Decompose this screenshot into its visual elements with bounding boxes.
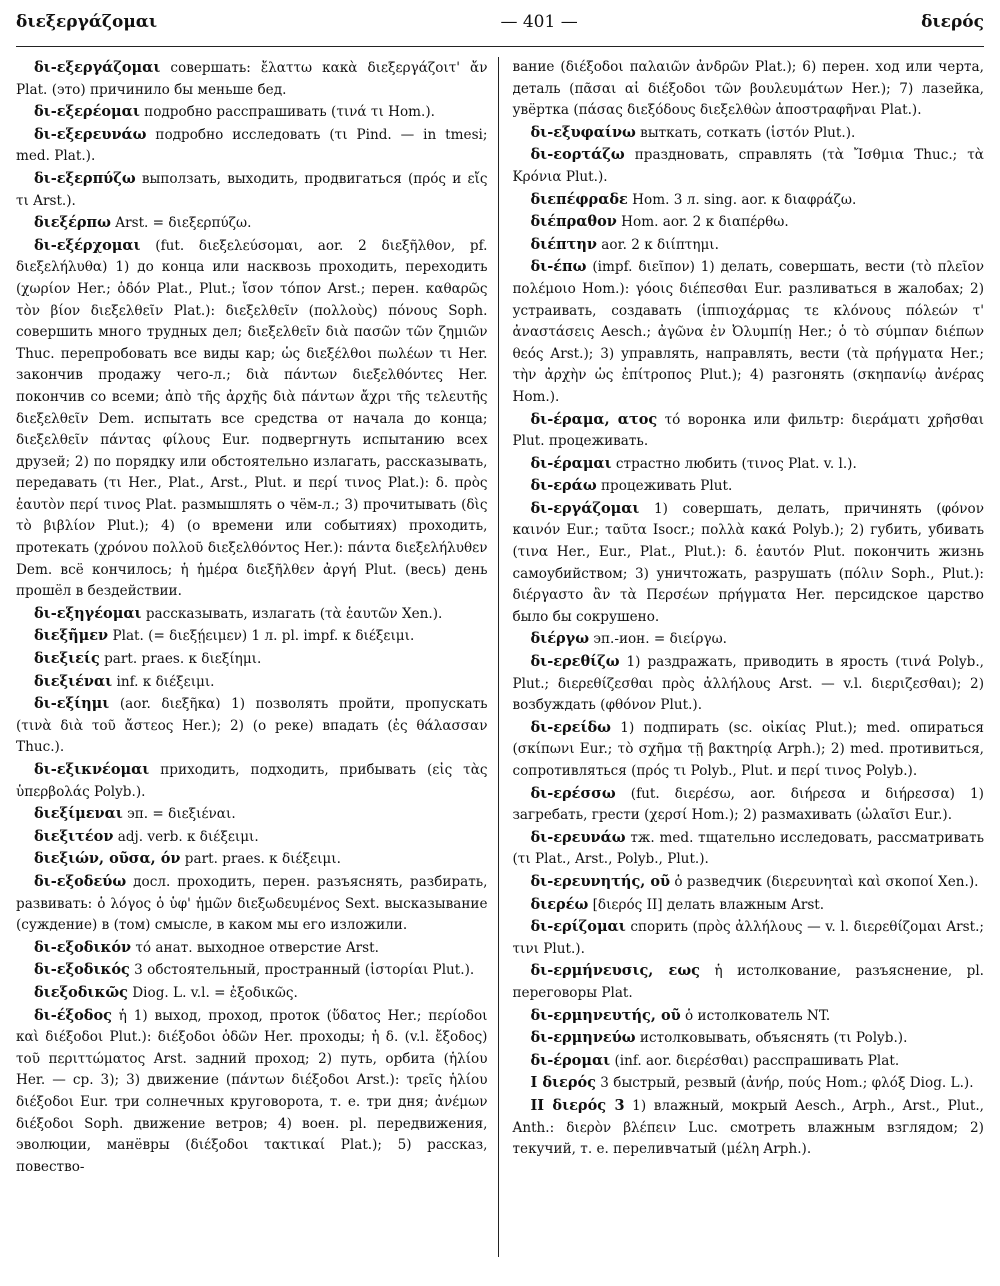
entry-definition: истолковывать, объяснять (τι Polyb.).: [635, 1030, 908, 1047]
dictionary-entry: [16, 124, 488, 168]
entry-definition: Hom. 3 л. sing. aor. к διαφράζω.: [627, 191, 857, 208]
dictionary-entry: [16, 982, 488, 1005]
page-header: [16, 12, 984, 42]
entry-headword: δι-εξέρχομαι: [34, 236, 141, 254]
dictionary-entry: [16, 648, 488, 671]
entry-definition: выползать, выходить, продвигаться (πρός и εἴς τι Arst.).: [16, 170, 488, 209]
entry-headword: δι-ερμηνευτής, οῦ: [530, 1006, 681, 1024]
entry-definition: 1) совершать, делать, причинять (φόνον καινόν Eur.; ταῦτα Isocr.; πολλὰ κακά Polyb.); 2) губить, убивать (τινα Her., Eur., Plat., Plut.): δ. ἑαυτόν Plut. покончить жизнь самоубийством; 3) уничтожать, разрушать (πόλιν Soph., Plut.): διέργαστο ἂν τὰ Περσέων πρήγματα Her. персидское царство было бы сокрушено.: [512, 500, 984, 625]
dictionary-entry: [513, 57, 985, 122]
dictionary-entry: [16, 759, 488, 803]
entry-headword: δι-ερείδω: [530, 718, 611, 736]
entry-headword: δι-εξοδεύω: [34, 872, 127, 890]
entry-headword: δι-εξερευνάω: [34, 125, 147, 143]
dictionary-entry: [513, 628, 985, 651]
entry-definition: τό воронка или фильтр: διεράματι χρῆσθαι Plut. процеживать.: [512, 411, 984, 450]
entry-definition: совершать: ἔλαττω κακὰ διεξεργάζοιτ' ἄν Plat. (это) причинило бы меньше бед.: [16, 60, 488, 98]
left-column: [16, 57, 499, 1257]
entry-definition: (fut. διεξελεύσομαι, aor. 2 διεξῆλθον, pf. διεξελήλυθα) 1) до конца или насквозь проходить, переходить (χωρίον Her.; ὁδόν Plat., Plut.; ἴσον τόπον Arst.; перен. καθαρῶς τὸν βίον διεξελθεῖν Plat.): διεξελθεῖν (πολλοὺς) πόνους Soph. совершить много трудных дел; διεξελθεῖν διὰ πασῶν τῶν ζημιῶν Thuc. перепробовать все виды кар; ὡς διεξέλθοι πωλέων τι Her. закончив продажу чего-л.; διὰ πάντων διεξελθόντες Her. покончив со всеми; ἀπὸ τῆς ἀρχῆς διὰ πάντων ἄχρι τῆς τελευτῆς διεξελθεῖν Dem. испытать все средства от начала до конца; διεξελθεῖν πάντας φίλους Eur. подвергнуть испытанию всех друзей; 2) по порядку или обстоятельно излагать, рассказывать, передавать (τι Her., Plat., Arst., Plut. и περί τινος Plat.): δ. πρὸς ἑαυτὸν περί τινος Plat. размышлять о чём-л.; 3) прочитывать (δὶς τὸ βιβλίον Plut.); 4) (о времени или событиях) проходить, протекать (χρόνου πολλοῦ διεξελθόντος Her.): πάντα διεξελήλυθεν Dem. всё кончилось; ἡ ἡμέρα διεξῆλθεν ἀργή Plut. (весь) день прошёл в бездействии.: [16, 237, 488, 600]
entry-definition: ὁ разведчик (διερευνηταὶ καὶ σκοποί Xen.).: [670, 873, 979, 890]
dictionary-entry: [513, 1005, 985, 1028]
entry-headword: δι-ερευνητής, οῦ: [530, 872, 671, 890]
entry-definition: (impf. διεῖπον) 1) делать, совершать, вести (τὸ πλεῖον πολέμοιο Hom.): γόοις διέπεσθαι Eur. разливаться в жалобах; 2) устраивать, создавать (ἱππιοχάρμας τε κλόνους πόλεών τ' ἀναστάσεις Aesch.; ἀγῶνα ἐν Ὀλυμπίῃ Her.; ὁ τὸ σύμπαν διέπων θεός Arst.); 3) управлять, направлять, вести (τὰ πρήγματα Her.; τὴν ἀρχὴν ὡς ἐπίτροπος Plut.); 4) разгонять (σκηπανίῳ ἀνέρας Hom.).: [512, 259, 984, 405]
entry-headword: δι-εράω: [530, 477, 597, 495]
entry-definition: 1) подпирать (sc. οἰκίας Plut.); med. опираться (σκίπωνι Eur.; τὸ σχῆμα τῇ βακτηρίᾳ Arph.); 2) med. противиться, сопротивляться (πρός τι Polyb., Plut. и περί τινος Polyb.).: [512, 719, 984, 779]
dictionary-entry: [16, 168, 488, 212]
entry-headword: διεξιείς: [34, 650, 100, 668]
entry-definition: Arst. = διεξερπύζω.: [110, 215, 252, 232]
entry-definition: inf. к διέξειμι.: [112, 673, 215, 690]
dictionary-entry: [16, 959, 488, 982]
entry-definition: подробно исследовать (τι Pind. — in tmesi; med. Plat.).: [16, 126, 488, 165]
entry-headword: δι-έραμαι: [530, 454, 612, 472]
dictionary-entry: [513, 1095, 985, 1161]
entry-definition: 3 обстоятельный, пространный (ἱστορίαι Plut.).: [129, 962, 475, 979]
dictionary-entry: [513, 409, 985, 453]
entry-headword: II διερός 3: [530, 1096, 625, 1114]
dictionary-entry: [513, 1027, 985, 1050]
dictionary-entry: [16, 1005, 488, 1179]
entry-headword: δι-ερμήνευσις, εως: [530, 962, 700, 980]
dictionary-entry: [513, 960, 985, 1004]
dictionary-entry: [513, 475, 985, 498]
dictionary-entry: [513, 871, 985, 894]
entry-headword: διερέω: [530, 895, 589, 913]
entry-definition: тж. med. тщательно исследовать, рассматривать (τι Plat., Arst., Polyb., Plut.).: [512, 829, 984, 868]
dictionary-entry: [513, 916, 985, 960]
dictionary-entry: [513, 717, 985, 783]
entry-headword: δι-εξερπύζω: [34, 169, 136, 187]
entry-definition: вание (διέξοδοι παλαιῶν ἀνδρῶν Plat.); 6) перен. ход или черта, деталь (πᾶσαι αἱ διέξοδοι τῶν βουλευμάτων Her.); 7) лазейка, увёртка (πάσας διεξόδους διεξελθὼν ἀποστραφῆναι Plat.).: [512, 59, 984, 119]
entry-definition: страстно любить (τινος Plat. v. l.).: [611, 455, 857, 472]
header-right-word: διερός: [921, 12, 984, 32]
entry-headword: δι-έξοδος: [34, 1006, 112, 1024]
dictionary-entry: [16, 693, 488, 759]
entry-definition: τό анат. выходное отверстие Arst.: [131, 939, 379, 956]
entry-definition: adj. verb. к διέξειμι.: [113, 828, 259, 845]
entry-definition: 3 быстрый, резвый (ἀνήρ, πούς Hom.; φλόξ Diog. L.).: [595, 1075, 974, 1092]
entry-headword: δι-έρομαι: [530, 1051, 611, 1069]
entry-headword: διέργω: [530, 630, 590, 648]
entry-definition: Diog. L. v.l. = ἐξοδικῶς.: [127, 984, 298, 1001]
dictionary-entry: [513, 453, 985, 476]
dictionary-entry: [16, 212, 488, 235]
entry-headword: διεξῆμεν: [34, 627, 109, 645]
dictionary-entry: [513, 234, 985, 257]
dictionary-entry: [16, 671, 488, 694]
entry-headword: δι-εξεργάζομαι: [34, 59, 161, 76]
entry-headword: διέπραθον: [530, 213, 617, 231]
dictionary-entry: [16, 625, 488, 648]
entry-definition: 1) влажный, мокрый Aesch., Arph., Arst., Plut., Anth.: διερὸν βλέπειν Luc. смотреть влажным взглядом; 2) текучий, т. е. переливчатый (μέλη Arph.).: [512, 1097, 984, 1158]
entry-definition: ὁ истолкователь NT.: [680, 1007, 831, 1024]
entry-headword: δι-εξερέομαι: [34, 103, 140, 121]
dictionary-entry: [16, 235, 488, 603]
entry-headword: δι-εξοδικός: [34, 961, 130, 979]
entry-definition: процеживать Plut.: [596, 478, 733, 495]
entry-headword: δι-ερευνάω: [530, 828, 626, 846]
entry-definition: part. praes. к διέξειμι.: [180, 851, 341, 868]
dictionary-entry: [513, 498, 985, 629]
entry-definition: (fut. διερέσω, aor. διήρεσα и διήρεσσα) 1) загребать, грести (χερσί Hom.); 2) размахивать (ὠλαῖσι Eur.).: [512, 785, 984, 824]
entry-headword: διεξίμεναι: [34, 805, 123, 823]
dictionary-entry: [16, 57, 488, 101]
page-number: — 401 —: [500, 12, 578, 32]
entry-headword: δι-ερμηνεύω: [530, 1029, 636, 1047]
header-rule: [16, 46, 984, 47]
entry-definition: праздновать, справлять (τὰ Ἴσθμια Thuc.; τὰ Κρόνια Plut.).: [512, 147, 984, 185]
entry-definition: (aor. διεξῆκα) 1) позволять пройти, пропускать (τινὰ διὰ τοῦ ἄστεος Her.); 2) (о реке) впадать (ἐς θάλασσαν Thuc.).: [16, 696, 488, 756]
entry-headword: δι-εξυφαίνω: [530, 123, 636, 141]
dictionary-entry: [513, 189, 985, 212]
entry-headword: δι-ερεθίζω: [530, 653, 620, 671]
entry-definition: ἡ 1) выход, проход, проток (ὕδατος Her.; περίοδοι καὶ διέξοδοι Plut.): διέξοδοι ὁδῶν Her. проходы; ἡ δ. (v.l. ἔξοδος) τοῦ περιττώματος Arst. задний проход; 2) путь, орбита (ἡλίου Her. — ср. 3); 3) движение (πάντων διέξοδοι Arst.): τρεῖς ἡλίου διέξοδοι Eur. три солнечных круговорота, т. е. три дня; ἀνέμων διέξοδοι Soph. движение ветров; 4) воен. pl. передвижения, эволюции, манёвры (διέξοδοι τακτικαί Plat.); 5) рассказ, повество-: [16, 1007, 488, 1175]
entry-definition: part. praes. к διεξίημι.: [99, 651, 262, 668]
entry-definition: (inf. aor. διερέσθαι) расспрашивать Plat.: [610, 1052, 900, 1069]
columns: [16, 57, 984, 1257]
entry-headword: δι-ερέσσω: [530, 784, 616, 802]
entry-headword: I διερός: [530, 1074, 596, 1092]
dictionary-entry: [513, 256, 985, 408]
entry-headword: διεξοδικῶς: [34, 983, 128, 1001]
dictionary-entry: [513, 827, 985, 871]
dictionary-entry: [16, 603, 488, 626]
dictionary-entry: [513, 894, 985, 917]
dictionary-entry: [513, 211, 985, 234]
entry-headword: διεξιτέον: [34, 827, 114, 845]
dictionary-entry: [16, 937, 488, 960]
entry-definition: досл. проходить, перен. разъяснять, разбирать, развивать: ὁ λόγος ὁ ὑφ' ἡμῶν διεξωδευμένος Sext. высказывание (суждение) в (том) смысле, в каком мы его изложили.: [16, 873, 488, 934]
right-column: [509, 57, 985, 1257]
dictionary-entry: [16, 803, 488, 826]
entry-definition: подробно расспрашивать (τινά τι Hom.).: [139, 104, 435, 121]
entry-definition: 1) раздражать, приводить в ярость (τινά Polyb., Plut.; διερεθίζεσθαι πρὸς ἀλλήλους Arst. — v.l. διεριζεσθαι); 2) возбуждать (φθόνον Plut.).: [512, 654, 984, 714]
dictionary-entry: [16, 826, 488, 849]
entry-headword: δι-εξηγέομαι: [34, 604, 142, 622]
entry-headword: δι-έραμα, ατος: [530, 410, 658, 428]
entry-definition: эп. = διεξιέναι.: [122, 806, 236, 823]
entry-definition: [διερός II] делать влажным Arst.: [588, 896, 825, 913]
dictionary-entry: [513, 1050, 985, 1073]
entry-definition: Hom. aor. 2 к διαπέρθω.: [616, 214, 789, 231]
entry-headword: δι-εξίημι: [34, 695, 110, 713]
entry-definition: выткать, соткать (ἱστόν Plut.).: [635, 124, 856, 141]
entry-definition: эп.-ион. = διείργω.: [589, 631, 728, 648]
entry-definition: спорить (πρὸς ἀλλήλους — v. l. διερεθίζομαι Arst.; τινι Plut.).: [512, 919, 984, 957]
entry-headword: διεξέρπω: [34, 214, 111, 232]
entry-definition: приходить, подходить, прибывать (εἰς τὰς ὑπερβολάς Polyb.).: [16, 762, 488, 800]
entry-definition: рассказывать, излагать (τὰ ἑαυτῶν Xen.).: [141, 605, 443, 622]
entry-headword: δι-εορτάζω: [530, 146, 625, 164]
dictionary-entry: [513, 783, 985, 827]
dictionary-entry: [16, 101, 488, 124]
entry-headword: διεπέφραδε: [530, 190, 628, 208]
entry-headword: δι-εξοδικόν: [34, 938, 132, 956]
entry-definition: aor. 2 к διίπτημι.: [596, 236, 719, 253]
entry-definition: ἡ истолкование, разъяснение, pl. переговоры Plat.: [512, 963, 984, 1001]
dictionary-entry: [16, 848, 488, 871]
entry-headword: διεξιών, οῦσα, όν: [34, 850, 181, 868]
dictionary-entry: [513, 122, 985, 145]
dictionary-entry: [513, 144, 985, 188]
entry-headword: δι-εργάζομαι: [530, 499, 640, 517]
dictionary-entry: [16, 871, 488, 937]
entry-headword: δι-ερίζομαι: [530, 918, 626, 936]
entry-headword: δι-έπω: [530, 258, 587, 276]
entry-definition: Plat. (= διεξῄειμεν) 1 л. pl. impf. к διέξειμι.: [108, 628, 415, 645]
entry-headword: διέπτην: [530, 235, 597, 253]
header-left-word: διεξεργάζομαι: [16, 12, 158, 32]
entry-headword: δι-εξικνέομαι: [34, 761, 150, 778]
dictionary-entry: [513, 1072, 985, 1095]
dictionary-entry: [513, 651, 985, 717]
entry-headword: διεξιέναι: [34, 672, 113, 690]
